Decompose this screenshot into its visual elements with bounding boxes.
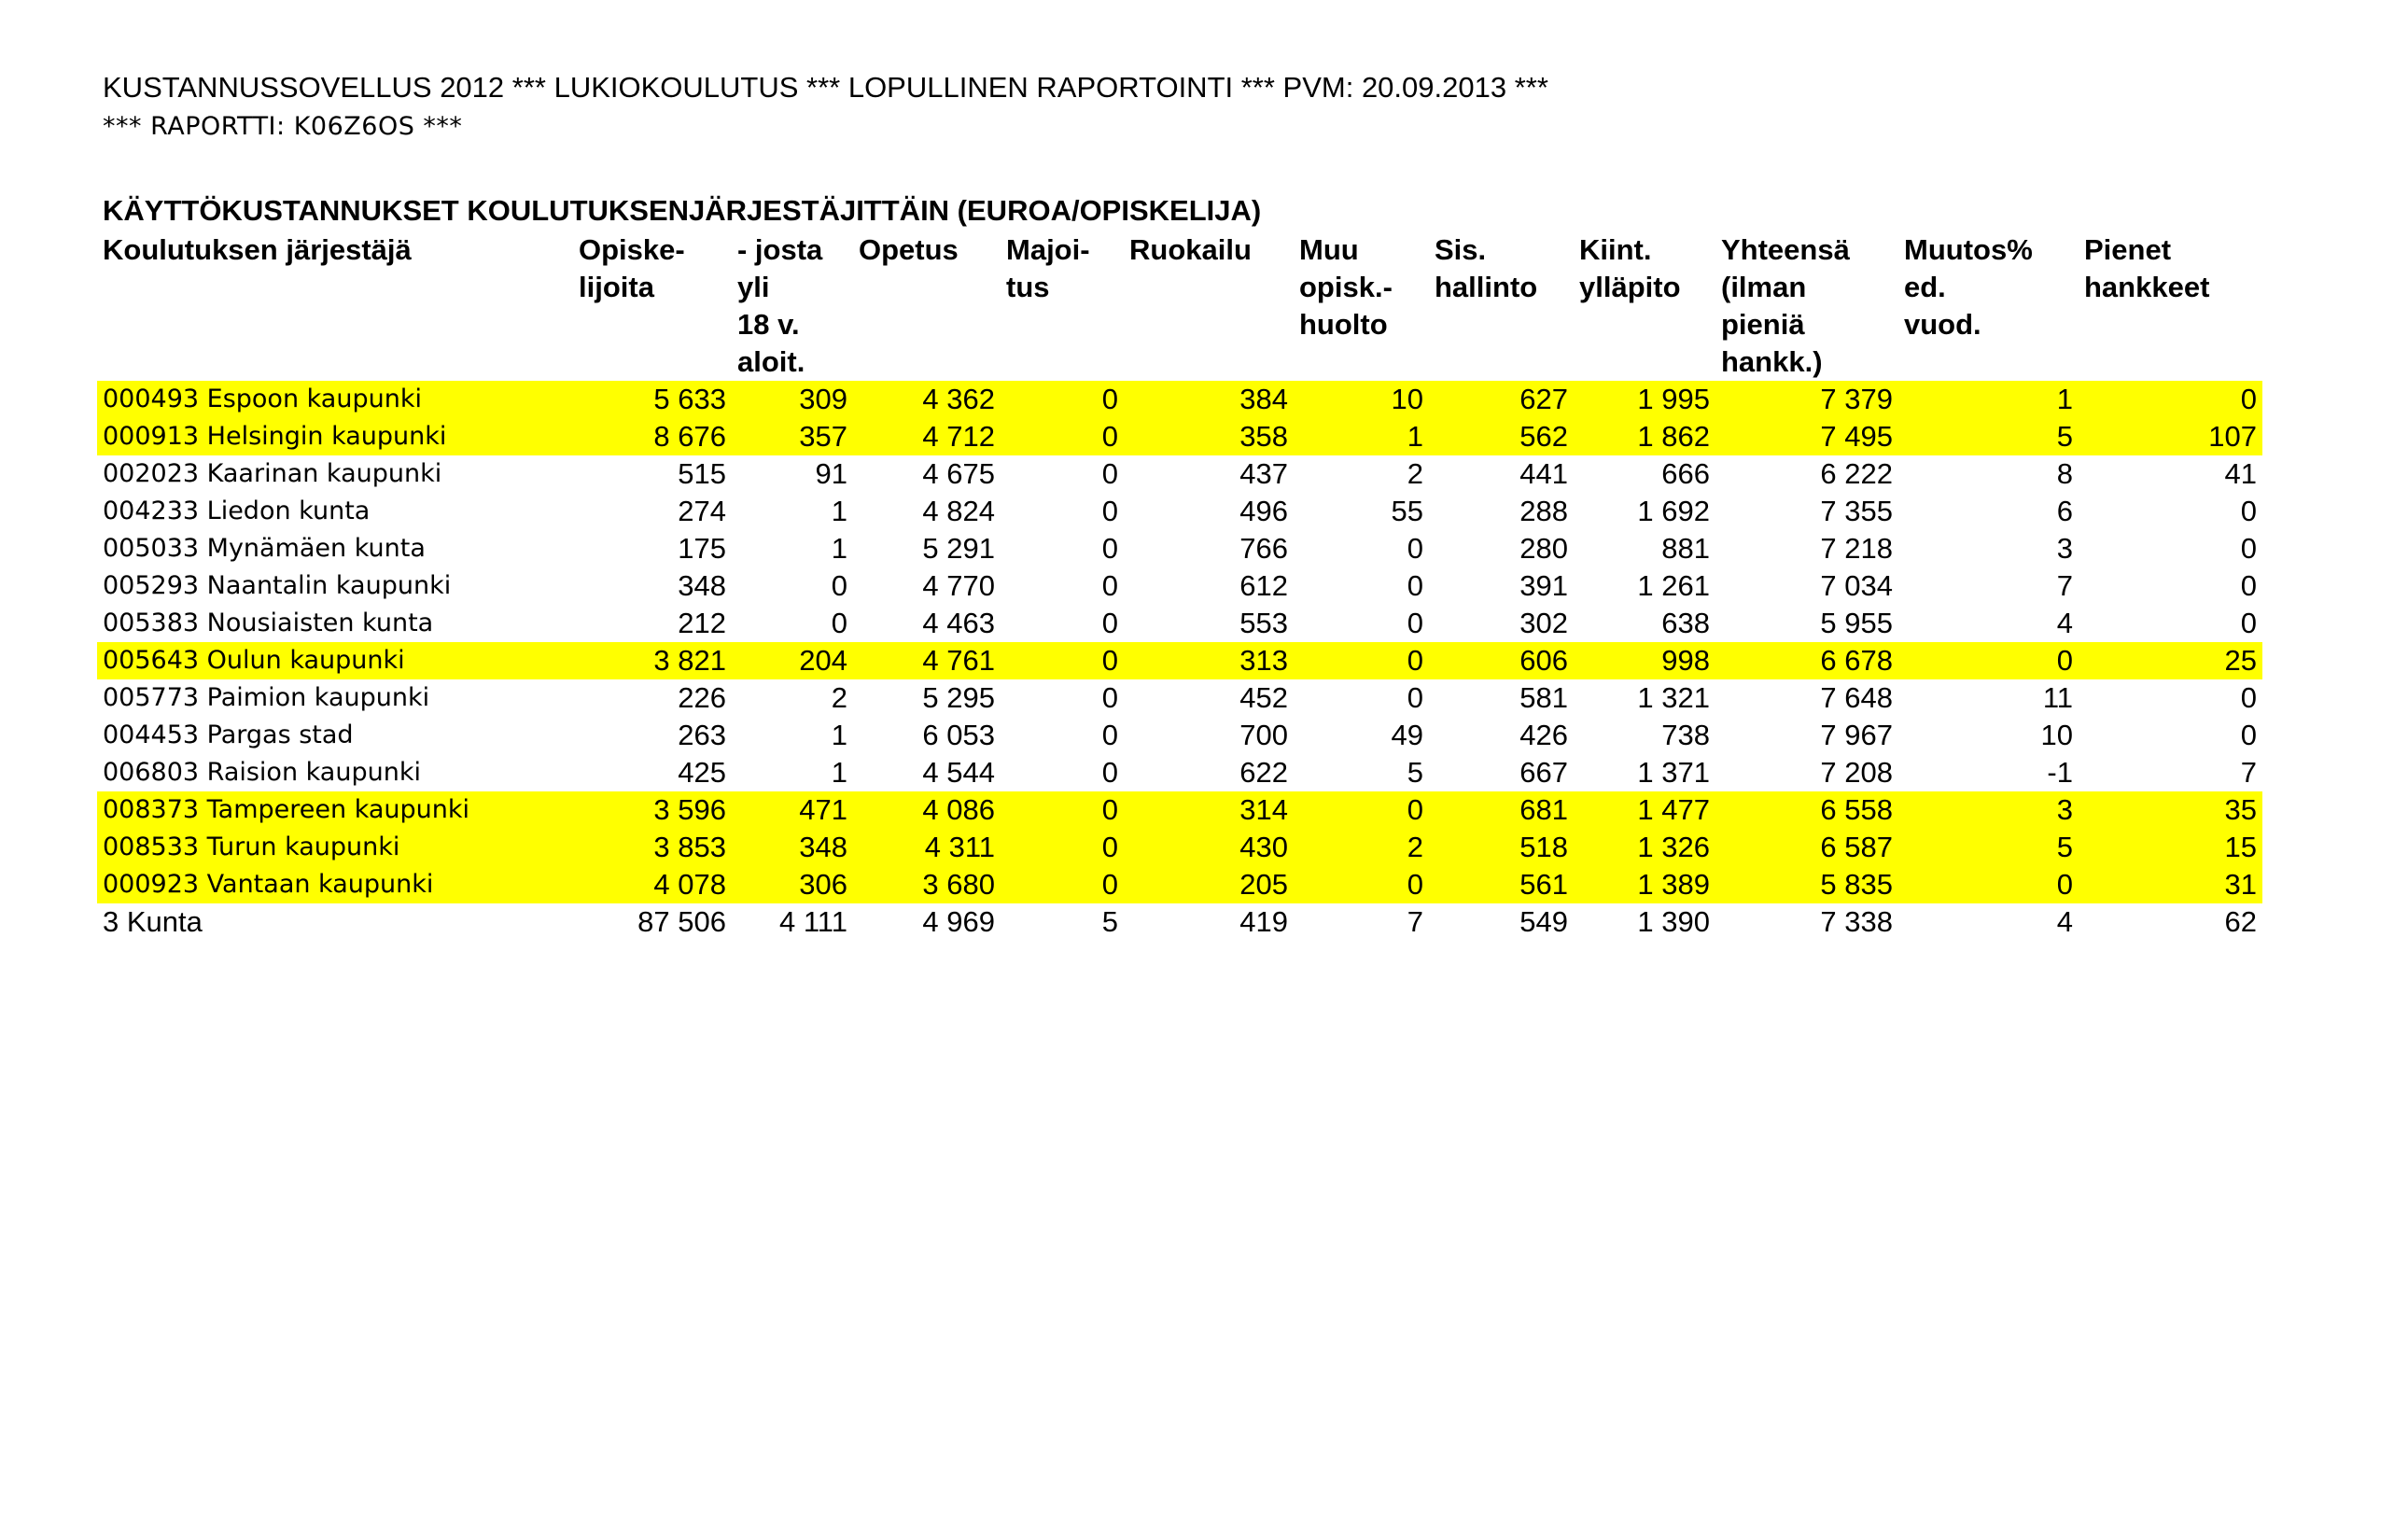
col-teaching-cell: 4 761 — [853, 642, 1001, 679]
col-admin-cell: 681 — [1429, 791, 1574, 829]
col-maintenance-cell: 1 371 — [1637, 756, 1710, 789]
col-total-cell: 7 495 — [1715, 418, 1898, 455]
header-line: Ruokailu — [1129, 233, 1252, 266]
col-accommodation-cell: 0 — [1101, 532, 1118, 565]
header-line: aloit. — [737, 345, 805, 378]
provider-name-cell: 000923 Vantaan kaupunki — [97, 866, 573, 903]
col-over18-cell: 91 — [815, 457, 847, 490]
table-row — [97, 642, 2262, 679]
col-change-cell: -1 — [2047, 756, 2073, 789]
col-admin-cell: 581 — [1519, 681, 1568, 714]
col-total-cell: 6 678 — [1715, 642, 1898, 679]
col-meals-cell: 313 — [1124, 642, 1294, 679]
col-accommodation-cell: 0 — [1101, 569, 1118, 602]
table-row — [97, 679, 2262, 717]
col-students-cell: 274 — [678, 495, 726, 527]
col-teaching-cell: 4 712 — [853, 418, 1001, 455]
provider-name-cell: 008533 Turun kaupunki — [97, 829, 573, 866]
col-students-cell: 175 — [678, 532, 726, 565]
header-line: hankk.) — [1721, 345, 1823, 378]
provider-name-cell: 3 Kunta — [103, 905, 203, 938]
col-small-projects-cell: 0 — [2079, 381, 2262, 418]
col-total-header — [1715, 231, 1898, 381]
col-over18-cell: 1 — [831, 495, 847, 527]
col-teaching-cell: 4 770 — [922, 569, 995, 602]
col-teaching-cell: 4 969 — [922, 905, 995, 938]
col-over18-cell: 2 — [831, 681, 847, 714]
col-other-care-cell: 0 — [1294, 642, 1429, 679]
header-line: Muu — [1299, 233, 1359, 266]
col-small-projects-cell: 0 — [2240, 532, 2257, 565]
col-small-projects-cell: 41 — [2224, 457, 2257, 490]
provider-name-cell: 000913 Helsingin kaupunki — [97, 418, 573, 455]
col-other-care-cell: 1 — [1294, 418, 1429, 455]
col-maintenance-cell: 1 477 — [1574, 791, 1715, 829]
col-total-cell: 7 648 — [1820, 681, 1893, 714]
col-students-cell: 212 — [678, 607, 726, 639]
col-over18-cell: 471 — [732, 791, 853, 829]
col-meals-cell: 612 — [1239, 569, 1288, 602]
col-small-projects-cell: 0 — [2240, 569, 2257, 602]
provider-name-cell: 005383 Nousiaisten kunta — [103, 609, 434, 637]
header-line: pieniä — [1721, 308, 1805, 341]
col-teaching-cell: 4 086 — [853, 791, 1001, 829]
col-students-cell: 3 821 — [573, 642, 732, 679]
col-accommodation-cell: 0 — [1001, 791, 1124, 829]
col-small-projects-cell: 0 — [2240, 495, 2257, 527]
col-change-header — [1898, 231, 2079, 381]
col-admin-cell: 549 — [1519, 905, 1568, 938]
col-total-cell: 7 967 — [1820, 719, 1893, 751]
col-admin-cell: 426 — [1519, 719, 1568, 751]
col-small-projects-cell: 0 — [2240, 719, 2257, 751]
col-over18-cell: 348 — [732, 829, 853, 866]
col-admin-cell: 280 — [1519, 532, 1568, 565]
table-header — [97, 231, 2262, 381]
col-admin-cell: 441 — [1519, 457, 1568, 490]
col-small-projects-cell: 107 — [2079, 418, 2262, 455]
col-other-care-cell: 10 — [1294, 381, 1429, 418]
col-meals-cell: 496 — [1239, 495, 1288, 527]
col-students-cell: 515 — [678, 457, 726, 490]
table-row — [97, 530, 2262, 567]
header-line: tus — [1006, 271, 1050, 303]
col-maintenance-cell: 638 — [1661, 607, 1710, 639]
col-teaching-cell: 4 824 — [922, 495, 995, 527]
header-line: vuod. — [1904, 308, 1981, 341]
col-change-cell: 5 — [1898, 418, 2079, 455]
col-admin-header — [1429, 231, 1574, 381]
col-admin-cell: 562 — [1429, 418, 1574, 455]
col-total-cell: 6 587 — [1715, 829, 1898, 866]
col-accommodation-cell: 0 — [1101, 681, 1118, 714]
provider-name-cell: 000493 Espoon kaupunki — [97, 381, 573, 418]
col-total-cell: 5 955 — [1820, 607, 1893, 639]
table-body — [97, 381, 2262, 941]
header-line: yli — [737, 271, 770, 303]
header-line: Muutos% — [1904, 233, 2033, 266]
col-meals-cell: 437 — [1239, 457, 1288, 490]
col-accommodation-header — [1001, 231, 1124, 381]
col-other-care-cell: 0 — [1294, 791, 1429, 829]
col-over18-cell: 204 — [732, 642, 853, 679]
col-maintenance-cell: 1 389 — [1574, 866, 1715, 903]
col-other-care-cell: 0 — [1407, 569, 1423, 602]
col-meals-cell: 452 — [1239, 681, 1288, 714]
header-line: Majoi- — [1006, 233, 1090, 266]
header-line: - josta — [737, 233, 823, 266]
col-students-cell: 348 — [678, 569, 726, 602]
col-maintenance-header — [1574, 231, 1715, 381]
col-admin-cell: 288 — [1519, 495, 1568, 527]
col-total-cell: 5 835 — [1715, 866, 1898, 903]
table-row — [97, 866, 2262, 903]
col-over18-cell: 1 — [831, 532, 847, 565]
col-small-projects-cell: 31 — [2079, 866, 2262, 903]
col-students-cell: 87 506 — [637, 905, 726, 938]
col-meals-cell: 553 — [1239, 607, 1288, 639]
col-over18-cell: 306 — [732, 866, 853, 903]
header-line: ylläpito — [1579, 271, 1681, 303]
col-change-cell: 11 — [2042, 681, 2073, 714]
provider-name-cell: 004453 Pargas stad — [103, 721, 354, 749]
col-teaching-cell: 3 680 — [853, 866, 1001, 903]
col-meals-cell: 700 — [1239, 719, 1288, 751]
col-small-projects-header — [2079, 231, 2262, 381]
col-admin-cell: 391 — [1519, 569, 1568, 602]
col-change-cell: 5 — [1898, 829, 2079, 866]
table-row — [97, 455, 2262, 493]
col-total-cell: 6 558 — [1715, 791, 1898, 829]
col-admin-cell: 302 — [1519, 607, 1568, 639]
col-accommodation-cell: 0 — [1001, 829, 1124, 866]
col-total-cell: 7 034 — [1820, 569, 1893, 602]
header-line: 18 v. — [737, 308, 800, 341]
header-line: Pienet — [2084, 233, 2172, 266]
provider-name-cell: 004233 Liedon kunta — [103, 497, 371, 525]
col-other-care-cell: 0 — [1407, 681, 1423, 714]
col-students-cell: 263 — [678, 719, 726, 751]
col-small-projects-cell: 35 — [2079, 791, 2262, 829]
header-line: (ilman — [1721, 271, 1807, 303]
col-over18-header — [732, 231, 853, 381]
col-accommodation-cell: 0 — [1101, 457, 1118, 490]
header-line: lijoita — [579, 271, 654, 303]
table-row — [97, 829, 2262, 866]
header-line: Koulutuksen järjestäjä — [103, 233, 412, 266]
col-students-cell: 4 078 — [573, 866, 732, 903]
col-maintenance-cell: 998 — [1574, 642, 1715, 679]
provider-name-cell: 005773 Paimion kaupunki — [103, 683, 430, 712]
col-teaching-cell: 4 675 — [922, 457, 995, 490]
provider-name-cell: 005643 Oulun kaupunki — [97, 642, 573, 679]
col-small-projects-cell: 15 — [2079, 829, 2262, 866]
table-row — [97, 381, 2262, 418]
col-small-projects-cell: 7 — [2240, 756, 2257, 789]
col-admin-cell: 561 — [1429, 866, 1574, 903]
col-students-cell: 5 633 — [573, 381, 732, 418]
col-students-cell: 3 596 — [573, 791, 732, 829]
col-meals-header — [1124, 231, 1294, 381]
col-change-cell: 10 — [2040, 719, 2073, 751]
col-other-care-cell: 5 — [1407, 756, 1423, 789]
col-change-cell: 8 — [2056, 457, 2073, 490]
col-meals-cell: 766 — [1239, 532, 1288, 565]
header-line: Kiint. — [1579, 233, 1652, 266]
col-meals-cell: 622 — [1239, 756, 1288, 789]
table-row — [97, 418, 2262, 455]
col-total-cell: 7 379 — [1715, 381, 1898, 418]
col-accommodation-cell: 0 — [1001, 418, 1124, 455]
col-meals-cell: 384 — [1124, 381, 1294, 418]
col-change-cell: 3 — [2056, 532, 2073, 565]
col-other-care-cell: 0 — [1407, 532, 1423, 565]
col-admin-cell: 518 — [1429, 829, 1574, 866]
table-row — [97, 567, 2262, 605]
col-students-cell: 226 — [678, 681, 726, 714]
col-teaching-cell: 4 311 — [853, 829, 1001, 866]
header-line: Sis. — [1435, 233, 1487, 266]
col-small-projects-cell: 62 — [2224, 905, 2257, 938]
table-row — [97, 493, 2262, 530]
col-accommodation-cell: 5 — [1101, 905, 1118, 938]
provider-name-cell: 006803 Raision kaupunki — [103, 758, 421, 787]
col-change-cell: 6 — [2056, 495, 2073, 527]
col-total-cell: 7 218 — [1820, 532, 1893, 565]
col-students-header — [573, 231, 732, 381]
provider-name-cell: 005293 Naantalin kaupunki — [103, 571, 452, 600]
col-meals-cell: 205 — [1124, 866, 1294, 903]
col-other-care-cell: 7 — [1407, 905, 1423, 938]
col-maintenance-cell: 738 — [1661, 719, 1710, 751]
col-total-cell: 7 208 — [1820, 756, 1893, 789]
col-over18-cell: 309 — [732, 381, 853, 418]
col-meals-cell: 314 — [1124, 791, 1294, 829]
col-accommodation-cell: 0 — [1001, 866, 1124, 903]
col-other-care-cell: 49 — [1391, 719, 1423, 751]
col-over18-cell: 357 — [732, 418, 853, 455]
col-change-cell: 1 — [1898, 381, 2079, 418]
col-other-care-cell: 0 — [1407, 607, 1423, 639]
total-row — [97, 903, 2262, 941]
col-admin-cell: 627 — [1429, 381, 1574, 418]
col-total-cell: 6 222 — [1820, 457, 1893, 490]
col-teaching-cell: 5 295 — [922, 681, 995, 714]
col-total-cell: 7 338 — [1820, 905, 1893, 938]
report-title: KUSTANNUSSOVELLUS 2012 *** LUKIOKOULUTUS *** LOPULLINEN RAPORTOINTI *** PVM: 20.09.2013 *** — [103, 71, 1548, 104]
header-line: ed. — [1904, 271, 1946, 303]
col-students-cell: 425 — [678, 756, 726, 789]
col-admin-cell: 667 — [1519, 756, 1568, 789]
col-other-care-cell: 0 — [1294, 866, 1429, 903]
table-row — [97, 791, 2262, 829]
col-other-care-header — [1294, 231, 1429, 381]
col-maintenance-cell: 1 261 — [1637, 569, 1710, 602]
col-over18-cell: 1 — [831, 719, 847, 751]
col-over18-cell: 0 — [831, 607, 847, 639]
col-other-care-cell: 55 — [1391, 495, 1423, 527]
table-row — [97, 754, 2262, 791]
report-id: *** RAPORTTI: K06Z6OS *** — [103, 112, 463, 141]
col-accommodation-cell: 0 — [1101, 607, 1118, 639]
col-teaching-header — [853, 231, 1001, 381]
col-meals-cell: 430 — [1124, 829, 1294, 866]
col-maintenance-cell: 1 692 — [1637, 495, 1710, 527]
col-accommodation-cell: 0 — [1101, 719, 1118, 751]
col-meals-cell: 419 — [1239, 905, 1288, 938]
col-teaching-cell: 6 053 — [922, 719, 995, 751]
col-total-cell: 7 355 — [1820, 495, 1893, 527]
col-change-cell: 7 — [2056, 569, 2073, 602]
header-line: hankkeet — [2084, 271, 2210, 303]
header-line: opisk.- — [1299, 271, 1393, 303]
col-students-cell: 3 853 — [573, 829, 732, 866]
col-admin-cell: 606 — [1429, 642, 1574, 679]
provider-name-cell: 005033 Mynämäen kunta — [103, 534, 426, 563]
col-maintenance-cell: 1 390 — [1637, 905, 1710, 938]
col-maintenance-cell: 1 995 — [1574, 381, 1715, 418]
col-accommodation-cell: 0 — [1001, 642, 1124, 679]
header-line: Opiske- — [579, 233, 685, 266]
header-line: hallinto — [1435, 271, 1538, 303]
col-accommodation-cell: 0 — [1101, 756, 1118, 789]
col-provider-header — [97, 231, 573, 381]
col-accommodation-cell: 0 — [1101, 495, 1118, 527]
col-change-cell: 4 — [2056, 905, 2073, 938]
col-maintenance-cell: 666 — [1661, 457, 1710, 490]
col-teaching-cell: 4 544 — [922, 756, 995, 789]
header-line: Opetus — [859, 233, 959, 266]
provider-name-cell: 002023 Kaarinan kaupunki — [103, 459, 442, 488]
col-small-projects-cell: 0 — [2240, 681, 2257, 714]
col-teaching-cell: 5 291 — [922, 532, 995, 565]
table-row — [97, 605, 2262, 642]
provider-name-cell: 008373 Tampereen kaupunki — [97, 791, 573, 829]
col-other-care-cell: 2 — [1407, 457, 1423, 490]
col-other-care-cell: 2 — [1294, 829, 1429, 866]
col-meals-cell: 358 — [1124, 418, 1294, 455]
col-teaching-cell: 4 362 — [853, 381, 1001, 418]
col-change-cell: 4 — [2056, 607, 2073, 639]
table-row — [97, 717, 2262, 754]
col-small-projects-cell: 0 — [2240, 607, 2257, 639]
col-over18-cell: 4 111 — [779, 905, 847, 938]
col-maintenance-cell: 1 321 — [1637, 681, 1710, 714]
col-change-cell: 0 — [1898, 866, 2079, 903]
col-maintenance-cell: 881 — [1661, 532, 1710, 565]
col-over18-cell: 1 — [831, 756, 847, 789]
col-small-projects-cell: 25 — [2079, 642, 2262, 679]
col-change-cell: 0 — [1898, 642, 2079, 679]
col-teaching-cell: 4 463 — [922, 607, 995, 639]
col-change-cell: 3 — [1898, 791, 2079, 829]
section-title: KÄYTTÖKUSTANNUKSET KOULUTUKSENJÄRJESTÄJITTÄIN (EUROA/OPISKELIJA) — [103, 194, 1262, 227]
col-maintenance-cell: 1 862 — [1574, 418, 1715, 455]
col-maintenance-cell: 1 326 — [1574, 829, 1715, 866]
header-line: Yhteensä — [1721, 233, 1850, 266]
col-students-cell: 8 676 — [573, 418, 732, 455]
col-over18-cell: 0 — [831, 569, 847, 602]
cost-table — [97, 231, 2262, 941]
header-line: huolto — [1299, 308, 1388, 341]
col-accommodation-cell: 0 — [1001, 381, 1124, 418]
